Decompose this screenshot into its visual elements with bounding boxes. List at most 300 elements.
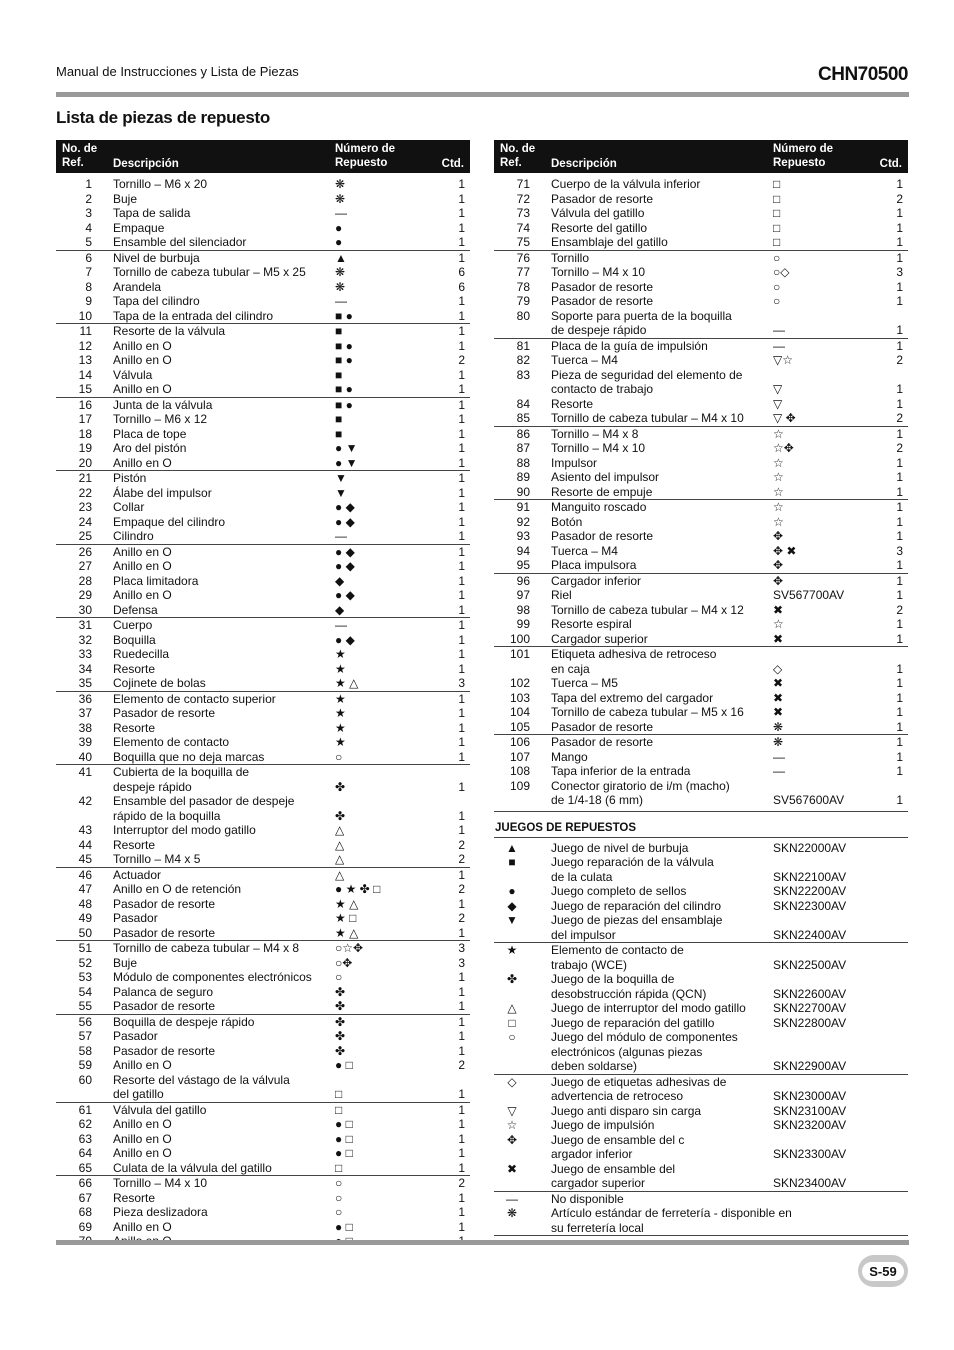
table-row [56,544,470,560]
desc-cell: Pasador de resorte [551,529,654,543]
qty-cell: 1 [896,793,903,807]
table-row [494,691,908,706]
desc-cell: Pasador de resorte [113,1043,216,1058]
part-cell: ● ◆ [335,632,355,647]
part-cell: ■ [335,324,343,338]
desc-cell: Tapa del extremo del cargador [551,690,714,705]
table-row [494,441,908,456]
part-cell: — [773,323,785,337]
table-header [494,140,908,173]
kit-row [494,1089,908,1104]
kit-part: SKN23300AV [773,1147,847,1161]
part-cell: ❋ [335,191,346,206]
desc-cell: de 1/4-18 (6 mm) [551,793,644,807]
ref-cell: 27 [78,559,92,573]
part-cell: ● ▼ [335,455,358,470]
part-cell: ▲ [335,250,347,265]
table-row [56,1117,470,1132]
desc-cell: Ruedecilla [113,647,170,661]
part-cell [335,794,445,809]
ref-cell: 58 [78,1043,92,1058]
ref-cell: 86 [516,426,530,441]
qty-cell: 1 [896,396,903,411]
table-row [56,412,470,427]
kit-row [494,841,908,856]
qty-cell: 1 [896,764,903,778]
header-part: Número de Repuesto [773,143,834,169]
part-cell: ☆ [773,455,784,470]
table-row [56,280,470,295]
part-cell: □ [335,1102,343,1117]
kit-row [494,1162,908,1177]
table-row [494,323,908,338]
desc-cell: Botón [551,514,583,529]
table-row [56,603,470,618]
ref-cell: 77 [516,265,530,279]
part-cell: △ [335,823,345,837]
page-number: S-59 [862,1262,903,1281]
ref-cell: 83 [516,367,530,382]
part-cell: □ [773,220,781,235]
kit-part: SKN22700AV [773,1001,847,1015]
ref-cell: 35 [78,676,92,690]
desc-cell: Asiento del impulsor [551,470,660,484]
table-row [56,940,470,956]
table-row [494,750,908,765]
kit-row [494,972,908,987]
table-row [494,265,908,280]
part-cell: ● [335,235,343,249]
part-cell: ○ [773,294,781,308]
kit-part: SKN22600AV [773,986,847,1001]
qty-cell: 1 [458,177,465,191]
desc-cell: Placa limitadora [113,573,199,588]
part-cell: ❋ [335,265,346,279]
qty-cell: 1 [458,735,465,749]
ref-cell: 47 [78,882,92,896]
ref-cell: 52 [78,955,92,970]
desc-cell: Pasador de resorte [551,719,654,734]
desc-cell: Anillo en O [113,588,172,602]
ref-cell: 51 [78,941,92,955]
ref-cell: 31 [78,618,92,632]
ref-cell: 98 [516,602,530,617]
qty-cell: 2 [458,1176,465,1190]
desc-cell: Manguito roscado [551,500,647,514]
kit-desc: advertencia de retroceso [551,1089,684,1103]
kit-desc: Juego de ensamble del [551,1161,676,1176]
ref-cell: 2 [85,191,92,206]
qty-cell: 1 [896,279,903,294]
qty-cell: 1 [458,1146,465,1160]
qty-cell: 2 [896,602,903,617]
desc-cell: Pasador de resorte [551,294,654,308]
kit-desc: Elemento de contacto de [551,943,684,957]
desc-cell: Válvula del gatillo [551,206,645,220]
kit-desc: trabajo (WCE) [551,957,628,972]
table-row [56,588,470,603]
desc-cell: Resorte [551,396,594,411]
table-row [56,897,470,912]
ref-cell: 41 [78,765,92,779]
desc-cell: Tuerca – M4 [551,353,618,367]
qty-cell: 1 [458,220,465,235]
table-row [56,192,470,207]
table-row [56,339,470,354]
table-row [56,852,470,867]
desc-cell: Tapa del cilindro [113,294,200,308]
desc-cell: del gatillo [113,1087,164,1101]
qty-cell: 1 [896,294,903,308]
desc-cell: Anillo en O [113,382,172,396]
desc-cell: Resorte [113,1190,156,1205]
desc-cell: Defensa [113,602,158,617]
part-cell: △ [335,867,345,882]
table-row [56,691,470,707]
kit-row [494,884,908,899]
kit-symbol: ▼ [506,913,518,927]
table-row [494,382,908,397]
part-cell: ★ △ [335,676,359,690]
table-row [494,456,908,471]
manual-title: Manual de Instrucciones y Lista de Piezas [56,64,299,79]
ref-cell: 15 [78,382,92,396]
part-cell: ▼ [335,471,347,485]
part-cell: □ [773,191,781,206]
qty-cell: 1 [458,382,465,396]
table-row [494,603,908,618]
table-row [56,1191,470,1206]
ref-cell: 4 [85,220,92,235]
table-row [494,529,908,544]
ref-cell: 93 [516,529,530,543]
ref-cell: 85 [516,411,530,425]
qty-cell: 1 [458,602,465,617]
part-cell: ■ ● [335,382,353,396]
qty-cell: 1 [458,984,465,999]
part-cell: ◇ [773,661,783,676]
qty-cell: 1 [896,749,903,764]
desc-cell: Pasador [113,1029,158,1043]
desc-cell: Resorte de la válvula [113,324,226,338]
qty-cell: 3 [458,676,465,690]
ref-cell: 60 [78,1072,92,1087]
desc-cell: Pasador [113,911,158,925]
kit-desc: Juego de piezas del ensamblaje [551,913,723,927]
ref-cell: 90 [516,484,530,499]
desc-cell: Tornillo de cabeza tubular – M5 x 16 [551,705,744,719]
table-row [494,411,908,426]
desc-cell: Módulo de componentes electrónicos [113,970,312,984]
header-part: Número de Repuesto [335,143,396,169]
table-row [56,1014,470,1030]
desc-cell: Actuador [113,867,162,882]
qty-cell: 2 [458,837,465,852]
desc-cell: Pasador de resorte [551,735,654,749]
desc-cell: despeje rápido [113,779,192,794]
ref-cell: 10 [78,308,92,323]
ref-cell: 34 [78,661,92,676]
desc-cell: Resorte [113,837,156,852]
desc-cell: Placa de la guía de impulsión [551,338,708,353]
kit-row [494,1104,908,1119]
qty-cell: 1 [458,529,465,543]
part-cell: △ [335,852,345,866]
table-row [494,793,908,808]
table-row [494,764,908,779]
desc-cell: Elemento de contacto [113,735,230,749]
desc-cell: Tornillo – M4 x 5 [113,852,201,866]
table-row [494,426,908,442]
table-row [494,705,908,720]
qty-cell: 1 [458,867,465,882]
ref-cell: 76 [516,250,530,265]
part-cell: ★ □ [335,911,357,925]
qty-cell: 1 [458,324,465,338]
ref-cell: 67 [78,1190,92,1205]
ref-cell [494,382,530,397]
part-cell: ● □ [335,1131,353,1146]
kit-row [494,1191,908,1207]
table-row [56,750,470,765]
desc-cell: Soporte para puerta de la boquilla [551,308,732,323]
kit-row [494,1147,908,1162]
ref-cell: 19 [78,441,92,455]
qty-cell: 1 [458,1190,465,1205]
desc-cell: Cojinete de bolas [113,676,206,690]
page-number-badge [858,1255,908,1287]
ref-cell: 84 [516,396,530,411]
qty-cell: 1 [458,999,465,1013]
table-row [56,617,470,633]
ref-cell: 37 [78,706,92,720]
table-row [56,735,470,750]
ref-cell: 25 [78,529,92,543]
part-cell: ○☆✥ [335,941,364,955]
kit-desc: Juego anti disparo sin carga [551,1103,702,1118]
part-cell: ☆ [773,484,784,499]
desc-cell: Etiqueta adhesiva de retroceso [551,647,717,661]
desc-cell: Nivel de burbuja [113,250,200,265]
ref-cell: 11 [79,324,92,338]
parts-table-left [56,140,470,1249]
qty-cell: 1 [458,471,465,485]
table-row [56,206,470,221]
part-cell: ▽ ✥ [773,411,796,425]
desc-cell: Junta de la válvula [113,397,213,412]
ref-cell: 13 [78,353,92,367]
desc-cell: Boquilla que no deja marcas [113,749,265,764]
kit-symbol: ◆ [507,898,517,913]
part-cell: ✖ [773,690,784,705]
ref-cell: 44 [78,837,92,852]
qty-cell: 1 [458,1102,465,1117]
ref-cell: 101 [509,647,530,661]
kit-row [494,987,908,1002]
part-cell: □ [335,1160,343,1175]
page-title: Lista de piezas de repuesto [56,108,270,127]
table-row [494,499,908,515]
kit-part [773,1133,903,1148]
table-row [56,867,470,883]
part-cell: ✤ [335,779,346,794]
ref-cell: 26 [78,544,92,559]
part-cell: ❋ [335,177,346,191]
table-row [56,926,470,941]
ref-cell: 61 [78,1102,92,1117]
part-cell: — [335,618,347,632]
qty-cell: 2 [896,353,903,367]
qty-cell: 1 [458,1087,465,1101]
kit-symbol [494,1176,530,1191]
qty-cell [445,794,465,809]
qty-cell: 1 [458,412,465,426]
kit-part [773,943,903,958]
part-cell: ● □ [335,1058,353,1072]
kit-symbol [494,870,530,885]
ref-cell: 16 [78,397,92,412]
part-cell: ❋ [335,279,346,294]
ref-cell [494,323,530,338]
kit-row [494,1045,908,1060]
ref-cell: 45 [78,852,92,866]
table-body [56,173,470,1249]
desc-cell: Placa de tope [113,426,187,441]
ref-cell: 99 [516,617,530,631]
desc-cell: Interruptor del modo gatillo [113,823,256,837]
part-cell: ☆✥ [773,441,794,455]
ref-cell: 88 [516,455,530,470]
qty-cell: 1 [458,1131,465,1146]
ref-cell: 22 [78,485,92,500]
ref-cell: 28 [78,573,92,588]
qty-cell: 1 [458,1117,465,1131]
table-row [56,1175,470,1191]
table-row [494,397,908,412]
desc-cell: Anillo en O [113,455,172,470]
kit-row [494,1030,908,1045]
table-row [56,721,470,736]
desc-cell: contacto de trabajo [551,382,654,396]
qty-cell: 1 [458,706,465,720]
ref-cell: 81 [516,338,530,353]
table-row [56,382,470,397]
kit-row [494,1074,908,1090]
table-row [494,676,908,691]
desc-cell: Tapa de la entrada del cilindro [113,308,274,323]
table-row [56,985,470,1000]
part-cell: ● ▼ [335,441,358,455]
ref-cell: 54 [78,984,92,999]
part-cell: ✖ [773,676,784,690]
part-cell: ▽ [773,382,783,396]
ref-cell: 42 [78,794,92,808]
table-row [56,1029,470,1044]
part-cell: ○ [773,279,781,294]
qty-cell: 1 [896,206,903,220]
kit-desc: de la culata [551,869,613,884]
ref-cell: 79 [516,294,530,308]
ref-cell: 82 [516,353,530,367]
desc-cell: Válvula del gatillo [113,1102,207,1117]
part-cell: ■ ● [335,397,353,412]
desc-cell: Anillo en O [113,353,172,367]
kit-part: SKN23400AV [773,1176,847,1190]
part-cell: ● [335,220,343,235]
table-row [56,999,470,1014]
table-row [56,265,470,280]
part-cell: ★ △ [335,896,359,911]
desc-cell: Válvula [113,367,153,382]
kit-part: SKN22000AV [773,840,847,855]
qty-cell: 1 [896,631,903,646]
qty-cell: 2 [458,353,465,367]
kit-row [494,1133,908,1148]
table-row [56,1146,470,1161]
kit-part: SKN23200AV [773,1118,847,1132]
ref-cell: 64 [78,1146,92,1160]
desc-cell: Ensamblaje del gatillo [551,235,668,249]
kit-symbol: ○ [508,1030,516,1044]
kit-desc: cargador superior [551,1176,646,1190]
qty-cell: 1 [896,455,903,470]
qty-cell: 1 [458,632,465,647]
part-cell [773,368,883,383]
kit-row [494,1221,908,1236]
part-cell: ☆ [773,470,784,484]
qty-cell: 1 [896,250,903,265]
table-row [56,1161,470,1176]
kit-symbol: ■ [508,855,516,869]
table-row [56,1073,470,1088]
section-rule [494,811,908,812]
table-row [56,1102,470,1118]
ref-cell: 57 [78,1029,92,1043]
table-row [494,485,908,500]
ref-cell: 74 [516,220,530,235]
kit-desc: Juego de reparación del gatillo [551,1015,715,1030]
qty-cell: 1 [896,617,903,631]
table-row [494,206,908,221]
qty-cell: 1 [458,206,465,220]
kit-part [773,1045,903,1060]
desc-cell: Pasador de resorte [551,279,654,294]
table-row [56,764,470,780]
part-cell: ★ △ [335,925,359,940]
desc-cell: Tapa inferior de la entrada [551,764,691,778]
kit-symbol [494,987,530,1002]
ref-cell: 106 [509,735,530,749]
ref-cell: 21 [78,471,92,485]
desc-cell: Anillo en O [113,1219,172,1234]
kit-desc: Juego de impulsión [551,1118,655,1132]
kit-desc: Juego reparación de la válvula [551,855,714,869]
qty-cell: 1 [896,470,903,484]
kit-part: SKN23100AV [773,1103,847,1118]
desc-cell: Tornillo [551,250,590,265]
table-row [56,780,470,795]
part-cell: ● ★ ✤ □ [335,882,381,896]
desc-cell: Pieza de seguridad del elemento de [551,367,743,382]
kit-symbol: ● [508,884,516,898]
table-row [56,1058,470,1073]
part-cell: — [773,764,785,778]
table-row [56,294,470,309]
part-cell: ★ [335,706,346,720]
table-row [494,280,908,295]
ref-cell: 78 [516,279,530,294]
part-cell: ★ [335,661,346,676]
